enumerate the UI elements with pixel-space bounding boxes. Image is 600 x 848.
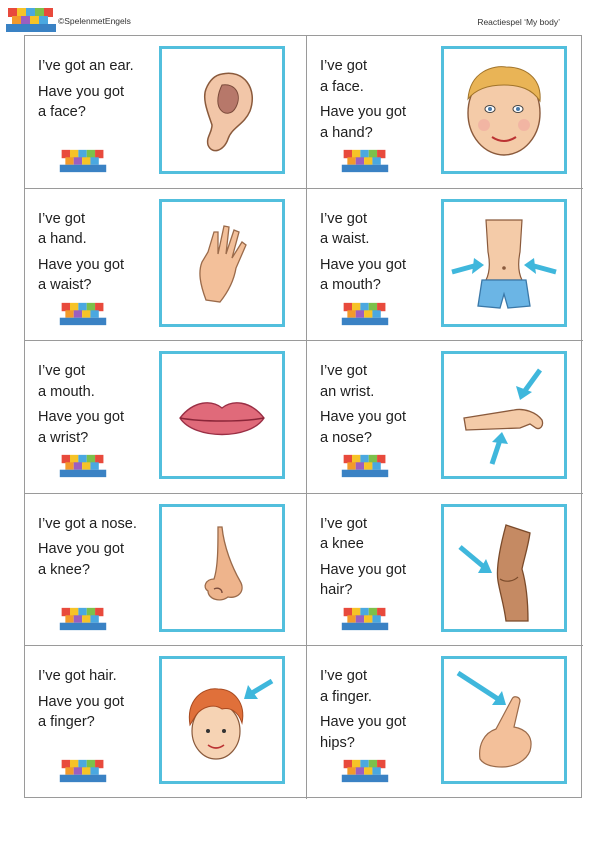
statement-line: I’ve got a nose.: [38, 515, 137, 532]
card-text: [38, 361, 166, 448]
card-logo: [57, 148, 109, 174]
card-ear: [25, 36, 307, 189]
statement-line: I’ve got: [320, 58, 368, 74]
card-logo: [339, 758, 391, 784]
card-logo: [57, 453, 109, 479]
picture-frame: [159, 504, 285, 632]
question-line: Have you got: [320, 104, 406, 120]
card-text: [320, 209, 448, 296]
mouth-icon: [162, 354, 282, 476]
card-text: [38, 56, 166, 123]
statement-line: I’ve got an ear.: [38, 58, 134, 74]
question-line: Have you got: [320, 409, 406, 426]
card-logo: [57, 301, 109, 327]
statement-line: an wrist.: [320, 383, 375, 400]
nose-icon: [162, 507, 282, 629]
picture-frame: [159, 656, 285, 784]
statement-line: a knee: [320, 536, 364, 553]
card-text: [320, 56, 448, 143]
question-line: Have you got: [38, 693, 124, 710]
card-finger: [307, 646, 583, 799]
statement-line: I’ve got: [320, 515, 368, 532]
ear-icon: [162, 49, 282, 171]
statement-line: I’ve got: [38, 363, 86, 380]
card-mouth: [25, 341, 307, 494]
statement-line: I’ve got: [320, 210, 368, 227]
card-text: [320, 666, 448, 753]
copyright-text: ©SpelenmetEngels: [58, 16, 131, 26]
card-text: [38, 666, 166, 733]
card-hand: [25, 189, 307, 342]
question-line: Have you got: [38, 409, 124, 426]
picture-frame: [159, 199, 285, 327]
question-line: a finger?: [38, 714, 95, 731]
card-logo: [339, 606, 391, 632]
question-line: Have you got: [38, 83, 124, 100]
question-line: a face?: [38, 104, 86, 120]
picture-frame: [441, 656, 567, 784]
question-line: a knee?: [38, 561, 90, 578]
card-grid: [24, 35, 582, 798]
question-line: Have you got: [38, 541, 124, 558]
picture-frame: [441, 351, 567, 479]
question-line: hair?: [320, 582, 353, 599]
picture-frame: [441, 504, 567, 632]
question-line: hips?: [320, 734, 355, 751]
card-logo: [339, 453, 391, 479]
card-nose: [25, 494, 307, 647]
site-logo: [6, 6, 56, 34]
question-line: a waist?: [38, 277, 92, 294]
picture-frame: [441, 199, 567, 327]
question-line: Have you got: [320, 561, 406, 578]
hair-icon: [162, 659, 282, 781]
card-face: [307, 36, 583, 189]
statement-line: a mouth.: [38, 383, 95, 400]
page-title: Reactiespel ‘My body’: [477, 17, 560, 27]
card-text: [38, 514, 166, 581]
card-logo: [57, 606, 109, 632]
question-line: Have you got: [320, 256, 406, 273]
wrist-icon: [444, 354, 564, 476]
question-line: a mouth?: [320, 277, 381, 294]
question-line: Have you got: [320, 714, 406, 731]
card-hair: [25, 646, 307, 799]
card-logo: [339, 148, 391, 174]
statement-line: a hand.: [38, 231, 87, 248]
picture-frame: [159, 46, 285, 174]
card-waist: [307, 189, 583, 342]
statement-line: a finger.: [320, 688, 372, 705]
card-text: [38, 209, 166, 296]
card-text: [320, 514, 448, 601]
card-text: [320, 361, 448, 448]
card-logo: [339, 301, 391, 327]
knee-icon: [444, 507, 564, 629]
question-line: Have you got: [38, 256, 124, 273]
statement-line: I’ve got: [38, 210, 86, 227]
face-icon: [444, 49, 564, 171]
card-wrist: [307, 341, 583, 494]
waist-icon: [444, 202, 564, 324]
finger-icon: [444, 659, 564, 781]
card-logo: [57, 758, 109, 784]
statement-line: I’ve got: [320, 363, 368, 380]
question-line: a wrist?: [38, 429, 89, 446]
hand-icon: [162, 202, 282, 324]
picture-frame: [441, 46, 567, 174]
statement-line: I’ve got hair.: [38, 668, 117, 685]
question-line: a nose?: [320, 429, 372, 446]
statement-line: a waist.: [320, 231, 370, 248]
card-knee: [307, 494, 583, 647]
question-line: a hand?: [320, 124, 373, 141]
statement-line: I’ve got: [320, 668, 368, 685]
statement-line: a face.: [320, 78, 364, 95]
picture-frame: [159, 351, 285, 479]
